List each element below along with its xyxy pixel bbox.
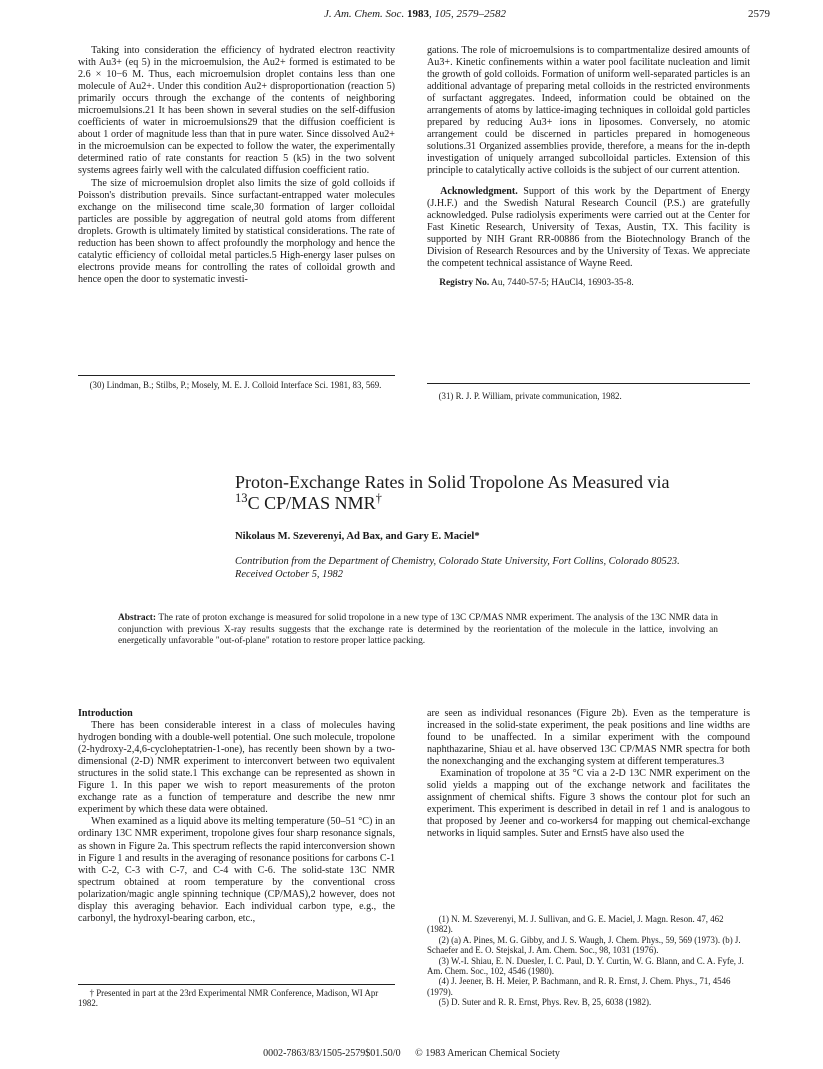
page-number: 2579 xyxy=(748,8,770,20)
citation-year: 1983 xyxy=(406,8,429,20)
abstract-label: Abstract: xyxy=(118,613,157,623)
intro-paragraph: Examination of tropolone at 35 °C via a 2-D 13C NMR experiment on the solid yields a mapping out of the exchange network and facilitates the assignment of chemical shifts. Figure 3 shows the contour plot for such an experiment. This experiment is described in detail in ref 1 and is analogous to that proposed by Jeener and co-workers4 for mapping out chemical-exchange networks in liquid samples. Suter and Ernst5 have also used the xyxy=(427,768,750,840)
title-line-2-text: C CP/MAS NMR xyxy=(247,493,376,513)
title-dagger: † xyxy=(375,491,382,505)
registry-text: Au, 7440-57-5; HAuCl4, 16903-35-8. xyxy=(491,277,634,288)
authors: Nikolaus M. Szeverenyi, Ad Bax, and Gary E. Maciel* xyxy=(235,531,480,542)
footnote-rule xyxy=(427,383,750,384)
footnote-31: (31) R. J. P. William, private communication, 1982. xyxy=(438,391,622,401)
intro-paragraph: When examined as a liquid above its melting temperature (50–51 °C) in an ordinary 13C NMR experiment, tropolone gives four sharp resonance signals, as shown in Figure 2a. This spectrum reflects the rapid interconversion shown in Figure 1 and results in the averaging of resonance positions for carbons C-1 with C-2, C-3 with C-7, and C-4 with C-6. The solid-state 13C NMR spectrum obtained at room temperature by the conventional cross polarization/magic angle spinning technique (CP/MAS),2 however, does not display this averaging behavior. Each individual carbon type, e.g., the carbonyl, the hydroxyl-bearing carbon, etc., xyxy=(78,816,395,924)
footnote-30: (30) Lindman, B.; Stilbs, P.; Mosely, M. E. J. Colloid Interface Sci. 1981, 83, 569. xyxy=(89,380,382,390)
references xyxy=(427,914,750,1008)
registry-label: Registry No. xyxy=(439,277,490,288)
intro-paragraph: are seen as individual resonances (Figure 2b). Even as the temperature is increased in the solid-state experiment, the peak positions and line widths are found to be unaffected. In a similar experiment with the compound naphthazarine, Shiau et al. have observed 13C CP/MAS NMR spectra for both the nonexchanging and the exchanging system at different temperatures.3 xyxy=(427,708,750,768)
intro-paragraph: There has been considerable interest in a class of molecules having hydrogen bonding with a double-well potential. One such molecule, tropolone (2-hydroxy-2,4,6-cycloheptatrien-1-one), has recently been shown by a two-dimensional (2-D) NMR experiment to interconvert between two equivalent structures in the solid state.1 This exchange can be represented as shown in Figure 1. In this paper we wish to report measurements of the proton exchange rate as a function of temperature and describe the new nmr experiment by which these data were obtained. xyxy=(78,720,395,816)
dagger-footnote xyxy=(78,988,395,1009)
title-isotope-superscript: 13 xyxy=(235,491,248,505)
registry-numbers xyxy=(427,278,750,288)
prev-paragraph: Taking into consideration the efficiency of hydrated electron reactivity with Au3+ (eq 5) in the microemulsion, the Au2+ formed is estimated to be 2.6 × 10−6 M. Thus, each microemulsion droplet contains less than one molecule of Au2+. Under this condition Au2+ disproportionation (reaction 5) primarily occurs through the exchange of the contents of neighboring microemulsions.21 It has been shown in several studies on the self-diffusion coefficients of water in microemulsions29 that the diffusion coefficient is about 1 order of magnitude less than that in pure water. Since dissolved Au2+ in the microemulsion can be expected to follow the water, the experimentally determined ratio of rate constants for reaction 5 (k5) in the two solvent systems agrees fairly well with the calculated diffusion coefficient ratio. xyxy=(78,45,395,177)
section-heading-introduction: Introduction xyxy=(78,708,133,719)
citation-volume-pages: , 105, 2579–2582 xyxy=(428,8,506,20)
acknowledgment xyxy=(427,186,750,270)
footer-copyright: © 1983 American Chemical Society xyxy=(415,1048,560,1059)
abstract-text: The rate of proton exchange is measured for solid tropolone in a new type of 13C CP/MAS NMR experiment. The analysis of the 13C NMR data in conjunction with previous X-ray results suggests that the exchange rate is determined by the reorientation of the molecule in the lattice, involving an energetically unfavorable "out-of-plane" rotation to restore proper lattice packing. xyxy=(118,613,718,646)
title-line-2 xyxy=(235,493,735,514)
prev-paragraph: The size of microemulsion droplet also limits the size of gold colloids if Poisson's distribution prevails. Since surfactant-entrapped water molecules exchange on the milisecond time scale,30 formation of larger colloidal particles are possible by aggregation of neutral gold atoms from different droplets. Growth is ultimately limited by statistical considerations. The rate of reduction has been shown to affect profoundly the morphology and hence the catalytic efficiency of colloidal metal particles.5 High-energy laser pulses on electrons provide means for controlling the rates of colloidal growth and hence open the door to systematic investi- xyxy=(78,177,395,285)
prev-paragraph: gations. The role of microemulsions is to compartmentalize desired amounts of Au3+. Kinetic confinements within a water pool facilitate nucleation and limit the growth of gold colloids. Formation of uniform well-separated particles is an additional advantage of preparing metal colloids in the restricted environments of surfactant aggregates. Indeed, information could be obtained on the arrangements of atoms by lattice-imaging techniques in colloidal gold particles prepared by reducing Au3+ ions in liposomes. Conversely, no atomic arrangement could be discerned in particles prepared in homogeneous solutions.31 Organized assemblies provide, therefore, a means for the in-depth investigation of uniquely arranged subcolloidal particles. Extension of this principle to catalytically active colloids is the subject of our current attention. xyxy=(427,45,750,177)
prev-article-left-column xyxy=(78,45,395,286)
prev-article-right-column xyxy=(427,45,750,288)
abstract xyxy=(118,613,718,648)
reference-item: (4) J. Jeener, B. H. Meier, P. Bachmann, and R. R. Ernst, J. Chem. Phys., 71, 4546 (1979). xyxy=(427,976,731,997)
running-header xyxy=(60,8,770,24)
footer-code: 0002-7863/83/1505-2579$01.50/0 xyxy=(263,1048,401,1059)
reference-item: (1) N. M. Szeverenyi, M. J. Sullivan, and G. E. Maciel, J. Magn. Reson. 47, 462 (1982). xyxy=(427,914,724,935)
reference-item: (3) W.-I. Shiau, E. N. Duesler, I. C. Paul, D. Y. Curtin, W. G. Blann, and C. A. Fyfe, J. Am. Chem. Soc., 102, 4546 (1980). xyxy=(427,955,744,977)
footnote-rule xyxy=(78,984,395,985)
page-footer xyxy=(0,1048,823,1059)
reference-item: (5) D. Suter and R. R. Ernst, Phys. Rev. B, 25, 6038 (1982). xyxy=(438,997,652,1008)
intro-left-column xyxy=(78,708,395,925)
footnote-rule xyxy=(78,375,395,376)
reference-item: (2) (a) A. Pines, M. G. Gibby, and J. S. Waugh, J. Chem. Phys., 59, 569 (1973). (b) J. Schaefer and E. O. Stejskal, J. Am. Chem. Soc., 98, 1031 (1976). xyxy=(427,934,741,956)
footnote-dagger: † Presented in part at the 23rd Experimental NMR Conference, Madison, WI Apr 1982. xyxy=(78,988,379,1009)
prev-footnote-right xyxy=(427,391,750,401)
journal-citation xyxy=(60,8,770,20)
title-line-1: Proton-Exchange Rates in Solid Tropolone As Measured via xyxy=(235,472,670,492)
acknowledgment-label: Acknowledgment. xyxy=(440,185,518,197)
prev-footnote-left xyxy=(78,380,395,390)
citation-journal: J. Am. Chem. Soc. xyxy=(324,8,405,20)
acknowledgment-text: Support of this work by the Department of Energy (J.H.F.) and the Swedish Natural Research Council (P.S.) are gratefully acknowledged. Pulse radiolysis experiments were carried out at the Center for Fast Kinetic Research, University of Texas, Austin, TX. This facility is supported by NIH Grant RR-00886 from the Biotechnology Branch of the Division of Research Resources and by the University of Texas. We appreciate the competent technical assistance of Wayne Reed. xyxy=(427,185,750,269)
affiliation: Contribution from the Department of Chemistry, Colorado State University, Fort Collins, Colorado 80523. Received October 5, 1982 xyxy=(235,556,680,580)
intro-right-column xyxy=(427,708,750,841)
article-title xyxy=(235,472,735,514)
